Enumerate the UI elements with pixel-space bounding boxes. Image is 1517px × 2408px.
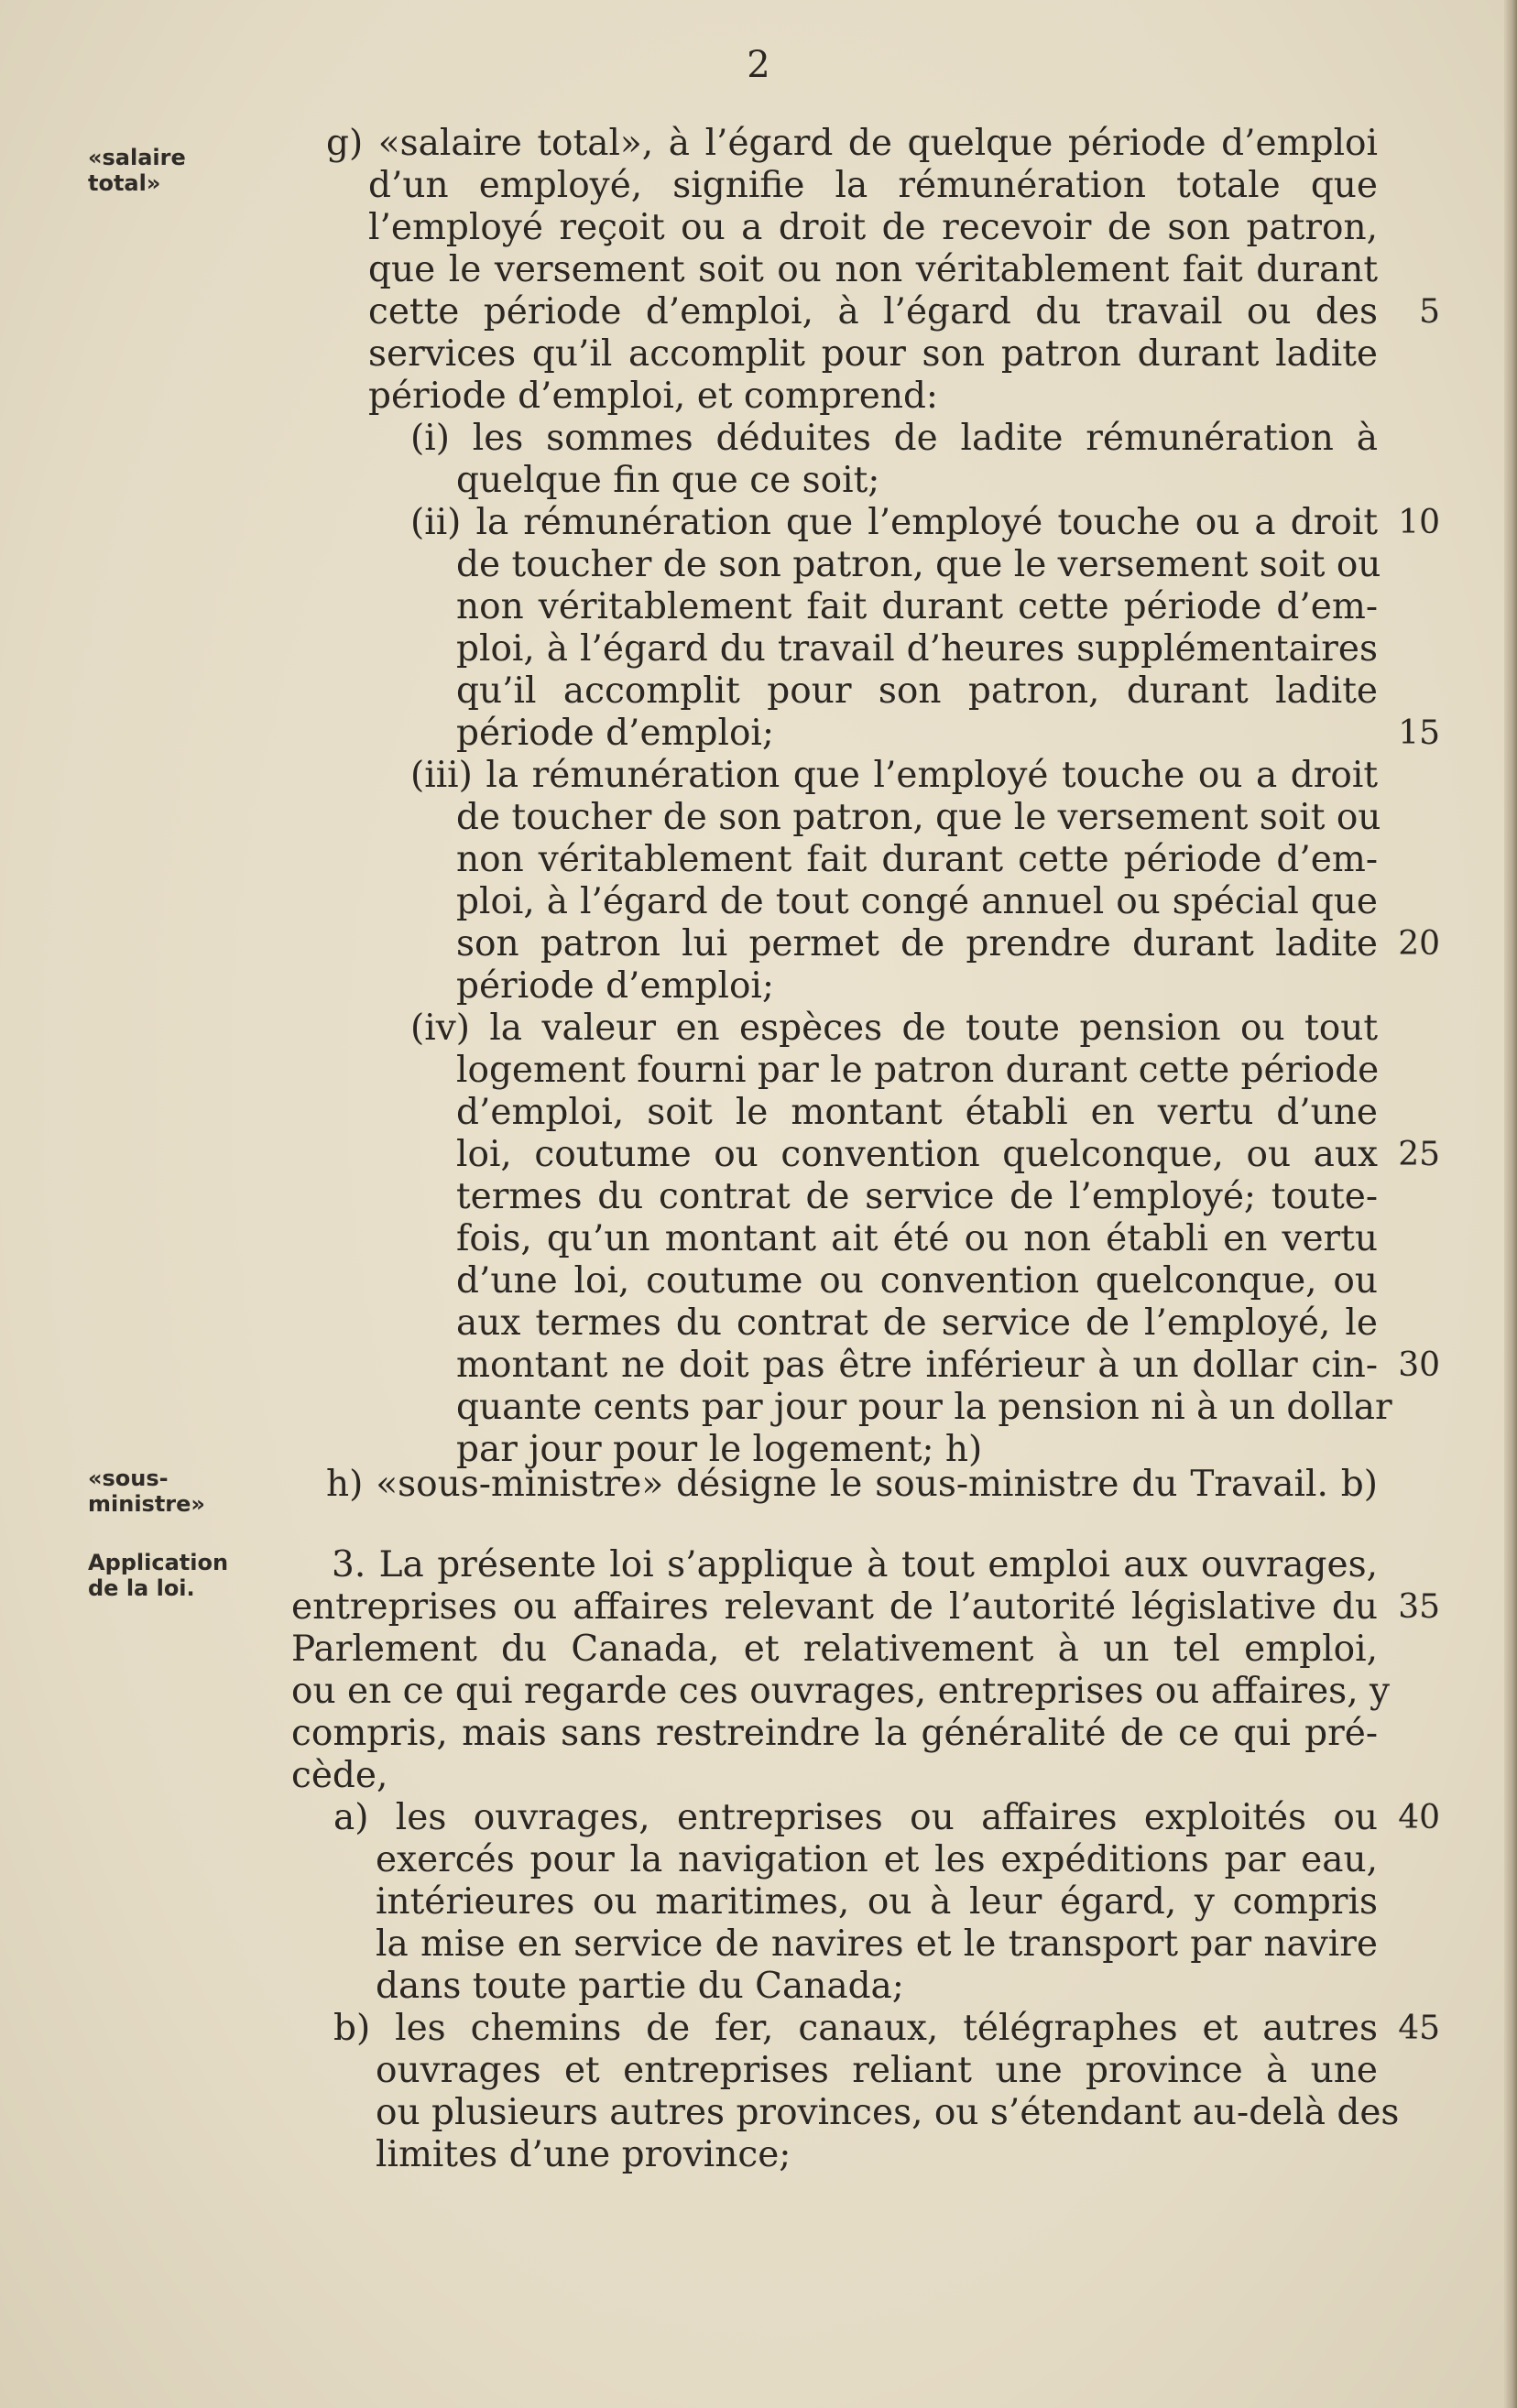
text-line: Parlement du Canada, et relativement à un tel emploi, bbox=[291, 1629, 1378, 1670]
text-line: g) «salaire total», à l’égard de quelque période d’emploi bbox=[326, 123, 1378, 164]
text-line: montant ne doit pas être inférieur à un dollar cin- bbox=[456, 1345, 1378, 1386]
text-line: qu’il accomplit pour son patron, durant ladite bbox=[456, 670, 1378, 712]
text-line: que le versement soit ou non véritablement fait durant bbox=[368, 249, 1378, 290]
text-line: ou en ce qui regarde ces ouvrages, entreprises ou affaires, y bbox=[291, 1671, 1391, 1712]
text-line: 3. La présente loi s’applique à tout emploi aux ouvrages, bbox=[332, 1544, 1378, 1585]
text-line: ouvrages et entreprises reliant une province à une bbox=[376, 2050, 1378, 2091]
margin-note-salaire-total: «salaire total» bbox=[88, 145, 186, 196]
margin-note-sous-ministre: «sous-ministre» bbox=[88, 1466, 205, 1517]
line-number: 30 bbox=[1398, 1346, 1440, 1384]
text-line: la mise en service de navires et le transport par navire bbox=[376, 1923, 1378, 1965]
line-number: 10 bbox=[1398, 504, 1440, 541]
text-line: son patron lui permet de prendre durant ladite bbox=[456, 923, 1378, 964]
text-line: (iii) la rémunération que l’employé touche ou a droit bbox=[410, 755, 1378, 796]
text-line: période d’emploi; bbox=[456, 965, 775, 1007]
text-line: entreprises ou affaires relevant de l’autorité législative du bbox=[291, 1586, 1378, 1628]
text-line: h) «sous-ministre» désigne le sous-ministre du Travail. b) bbox=[326, 1464, 1378, 1505]
text-line: termes du contrat de service de l’employé; toute- bbox=[456, 1176, 1378, 1217]
text-line: fois, qu’un montant ait été ou non établi en vertu bbox=[456, 1218, 1378, 1259]
text-line: aux termes du contrat de service de l’employé, le bbox=[456, 1302, 1378, 1344]
text-line: l’employé reçoit ou a droit de recevoir de son patron, bbox=[368, 207, 1378, 248]
text-line: d’emploi, soit le montant établi en vertu d’une bbox=[456, 1092, 1378, 1133]
text-line: de toucher de son patron, que le versement soit ou bbox=[456, 544, 1381, 585]
text-line: loi, coutume ou convention quelconque, ou aux bbox=[456, 1134, 1378, 1175]
page-edge bbox=[1504, 0, 1517, 2408]
line-number: 35 bbox=[1398, 1588, 1440, 1626]
line-number: 45 bbox=[1398, 2010, 1440, 2047]
text-line: période d’emploi; bbox=[456, 713, 775, 754]
text-line: logement fourni par le patron durant cette période bbox=[456, 1050, 1380, 1091]
line-number: 5 bbox=[1419, 293, 1440, 331]
text-line: (ii) la rémunération que l’employé touche ou a droit bbox=[410, 502, 1378, 543]
text-line: ploi, à l’égard du travail d’heures supplémentaires bbox=[456, 628, 1378, 670]
text-line: b) les chemins de fer, canaux, télégraphes et autres bbox=[333, 2008, 1378, 2049]
text-line: cette période d’emploi, à l’égard du travail ou des bbox=[368, 291, 1378, 332]
text-line: de toucher de son patron, que le versement soit ou bbox=[456, 797, 1381, 838]
line-number: 40 bbox=[1398, 1799, 1440, 1836]
margin-note-application: Application de la loi. bbox=[88, 1550, 229, 1601]
line-number: 20 bbox=[1398, 925, 1440, 963]
text-line: compris, mais sans restreindre la généralité de ce qui pré- bbox=[291, 1713, 1378, 1754]
text-line: exercés pour la navigation et les expéditions par eau, bbox=[376, 1839, 1378, 1880]
text-line: non véritablement fait durant cette période d’em- bbox=[456, 586, 1378, 627]
text-line: dans toute partie du Canada; bbox=[376, 1966, 904, 2007]
line-number: 15 bbox=[1398, 714, 1440, 752]
line-number: 25 bbox=[1398, 1136, 1440, 1173]
text-line: limites d’une province; bbox=[376, 2134, 791, 2175]
text-line: période d’emploi, et comprend: bbox=[368, 376, 939, 417]
text-line: a) les ouvrages, entreprises ou affaires exploités ou bbox=[333, 1797, 1378, 1838]
text-line: par jour pour le logement; h) bbox=[456, 1429, 983, 1470]
text-line: d’une loi, coutume ou convention quelconque, ou bbox=[456, 1260, 1378, 1302]
text-line: ou plusieurs autres provinces, ou s’étendant au-delà des bbox=[376, 2092, 1400, 2133]
text-line: intérieures ou maritimes, ou à leur égard, y compris bbox=[376, 1881, 1378, 1923]
page-number: 2 bbox=[747, 44, 770, 86]
text-line: non véritablement fait durant cette période d’em- bbox=[456, 839, 1378, 880]
text-line: cède, bbox=[291, 1755, 388, 1796]
text-line: d’un employé, signifie la rémunération totale que bbox=[368, 165, 1378, 206]
text-line: (iv) la valeur en espèces de toute pension ou tout bbox=[410, 1008, 1378, 1049]
text-line: ploi, à l’égard de tout congé annuel ou spécial que bbox=[456, 881, 1378, 922]
text-line: quante cents par jour pour la pension ni à un dollar bbox=[456, 1387, 1392, 1428]
text-line: quelque fin que ce soit; bbox=[456, 460, 880, 501]
text-line: services qu’il accomplit pour son patron durant ladite bbox=[368, 333, 1378, 375]
text-line: (i) les sommes déduites de ladite rémunération à bbox=[410, 418, 1378, 459]
